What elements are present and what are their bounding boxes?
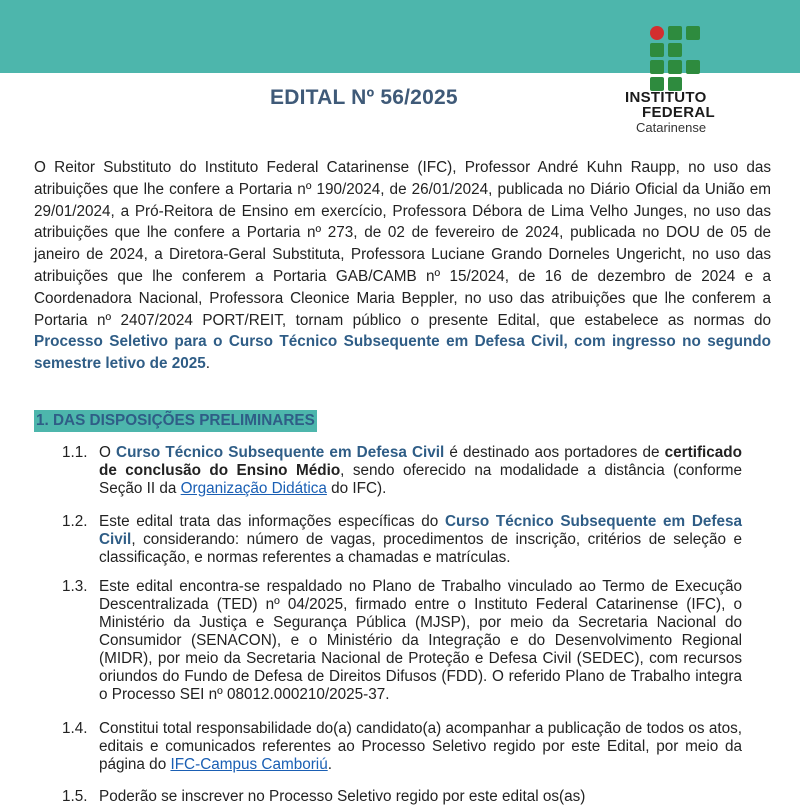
list-item-1-1: 1.1. O Curso Técnico Subsequente em Defesa Civil é destinado aos portadores de certificado de conclusão do Ensino Médio, sendo oferecido na modalidade a distância (conforme Seção II da Organização Didática do IFC).	[62, 444, 743, 497]
logo-text-federal: FEDERAL	[642, 104, 715, 121]
document-title: EDITAL Nº 56/2025	[270, 86, 458, 109]
list-item-1-2: 1.2. Este edital trata das informações específicas do Curso Técnico Subsequente em Defesa Civil, considerando: número de vagas, procedimentos de inscrição, critérios de seleção e classificação, e normas referentes a chamadas e matrículas.	[62, 513, 743, 566]
list-item-1-3: 1.3. Este edital encontra-se respaldado no Plano de Trabalho vinculado ao Termo de Execução Descentralizada (TED) nº 04/2025, firmado entre o Instituto Federal Catarinense (IFC), o Ministério da Justiça e Segurança Pública (MJSP), por meio da Secretaria Nacional do Consumidor (SENACON), e o Ministério da Integração e do Desenvolvimento Regional (MIDR), por meio da Secretaria Nacional de Proteção e Defesa Civil (SEDEC), com recursos oriundos do Fundo de Defesa de Direitos Difusos (FDD). O referido Plano de Trabalho integra o Processo SEI nº 08012.000210/2025-37.	[62, 578, 742, 703]
link-organizacao-didatica[interactable]: Organização Didática	[180, 480, 327, 497]
logo-text-instituto: INSTITUTO	[625, 89, 707, 106]
link-ifc-campus-camboriu[interactable]: IFC-Campus Camboriú	[170, 756, 328, 773]
ifc-logo	[620, 18, 730, 138]
logo-text-catarinense: Catarinense	[636, 120, 707, 135]
list-item-1-5: 1.5. Poderão se inscrever no Processo Seletivo regido por este edital os(as)	[62, 788, 586, 805]
section-heading-1: 1. DAS DISPOSIÇÕES PRELIMINARES	[34, 410, 317, 432]
list-item-1-4: 1.4. Constitui total responsabilidade do(a) candidato(a) acompanhar a publicação de todos os atos, editais e comunicados referentes ao Processo Seletivo regido por este Edital, por meio da página do IFC-Campus Camboriú.	[62, 720, 742, 773]
intro-highlight: Processo Seletivo para o Curso Técnico Subsequente em Defesa Civil, com ingresso no segundo semestre letivo de 2025	[34, 333, 771, 373]
intro-paragraph: O Reitor Substituto do Instituto Federal Catarinense (IFC), Professor André Kuhn Raupp, no uso das atribuições que lhe confere a Portaria nº 190/2024, de 26/01/2024, publicada no Diário Oficial da União em 29/01/2024, a Pró-Reitora de Ensino em exercício, Professora Débora de Lima Velho Junges, no uso das atribuições que lhe confere a Portaria nº 273, de 02 de fevereiro de 2024, publicada no DOU de 05 de janeiro de 2024, a Diretora-Geral Substituta, Professora Luciane Grando Dorneles Ungericht, no uso das atribuições que lhe conferem a Portaria GAB/CAMB nº 15/2024, de 16 de dezembro de 2024 e a Coordenadora Nacional, Professora Cleonice Maria Beppler, no uso das atribuições que lhe conferem a Portaria nº 2407/2024 PORT/REIT, tornam público o presente Edital, que estabelece as normas do Processo Seletivo para o Curso Técnico Subsequente em Defesa Civil, com ingresso no segundo semestre letivo de 2025.	[34, 159, 771, 373]
